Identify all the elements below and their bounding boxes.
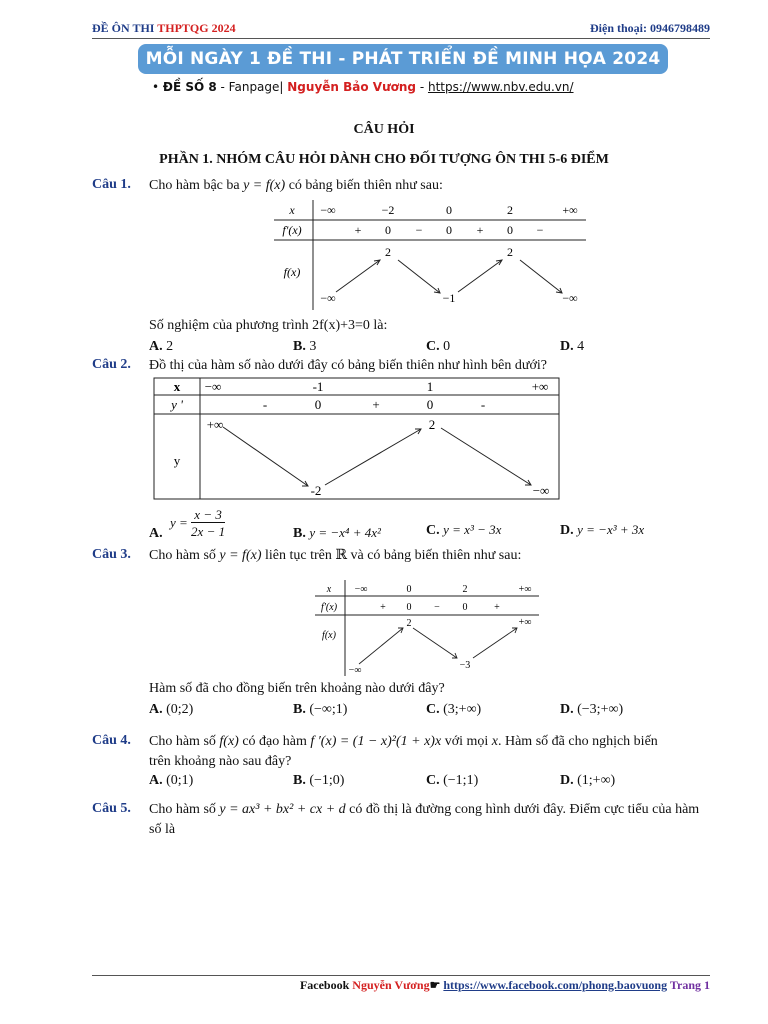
t2-y-min: -2: [310, 483, 322, 498]
website-link[interactable]: https://www.nbv.edu.vn/: [427, 80, 574, 94]
t1-f-left: −∞: [320, 291, 336, 305]
variation-table-2: [153, 377, 561, 501]
t3-f-right: +∞: [518, 617, 532, 628]
t2-x-1: -1: [312, 379, 324, 394]
t1-sign-1: 0: [385, 223, 391, 237]
variation-table-1: [270, 198, 590, 312]
t2-x-3: +∞: [531, 379, 549, 394]
q1-option-d[interactable]: D. 4: [560, 339, 585, 354]
question-5-number: Câu 5.: [92, 801, 131, 816]
t1-sign-0: +: [354, 223, 362, 237]
q2-option-a-formula: y = $\frac{x - 3}{2x - 1}$: [170, 507, 226, 539]
footer-author: Nguyễn Vương: [352, 978, 430, 992]
question-4-line-2: trên khoảng nào sau đây?: [149, 754, 292, 769]
exam-number: ĐỀ SỐ 8: [162, 80, 217, 94]
t3-sign-1: 0: [406, 602, 412, 613]
t3-f-label: f(x): [322, 630, 336, 641]
t3-x-2: 2: [462, 584, 468, 595]
question-3-prompt: Hàm số đã cho đồng biến trên khoảng nào dưới đây?: [149, 681, 445, 696]
q2-option-c[interactable]: C. y = x³ − 3x: [426, 522, 502, 538]
question-4-number: Câu 4.: [92, 733, 131, 748]
t3-sign-0: +: [380, 602, 386, 613]
question-5-line-1: Cho hàm số y = ax³ + bx² + cx + d có đồ thị là đường cong hình dưới đây. Điểm cực tiểu của hàm: [149, 802, 700, 817]
header-year: THPTQG 2024: [157, 21, 236, 35]
header-title: ĐỀ ÔN THI THPTQG 2024: [92, 21, 236, 35]
t1-x-label: x: [289, 203, 295, 217]
q1-option-c[interactable]: C. 0: [426, 339, 451, 354]
q4-option-a[interactable]: A. (0;1): [149, 773, 194, 788]
t2-x-2: 1: [426, 379, 434, 394]
question-4-line-1: Cho hàm số f(x) có đạo hàm f ′(x) = (1 − x)²(1 + x)x với mọi x. Hàm số đã cho nghịch biến: [149, 734, 658, 749]
t1-x-1: −2: [381, 203, 395, 217]
t1-f-min: −1: [442, 291, 456, 305]
question-2-text: Đồ thị của hàm số nào dưới đây có bảng biến thiên như hình bên dưới?: [149, 358, 547, 373]
t2-y-right: −∞: [532, 483, 550, 498]
q3-option-b[interactable]: B. (−∞;1): [293, 702, 348, 717]
question-3-text: Cho hàm số y = f(x) liên tục trên ℝ và có bảng biến thiên như sau:: [149, 548, 522, 563]
t1-sign-6: −: [536, 223, 544, 237]
t1-fp-label: f′(x): [282, 223, 302, 237]
t1-f-max-1: 2: [385, 245, 391, 259]
question-3-number: Câu 3.: [92, 547, 131, 562]
t3-f-left: −∞: [348, 665, 362, 676]
t1-x-2: 0: [446, 203, 452, 217]
t1-f-label: f(x): [283, 265, 301, 279]
q4-option-d[interactable]: D. (1;+∞): [560, 773, 616, 788]
question-1-prompt: Số nghiệm của phương trình 2f(x)+3=0 là:: [149, 318, 388, 333]
page-number: Trang 1: [667, 978, 710, 992]
q3-option-a[interactable]: A. (0;2): [149, 702, 194, 717]
t2-sign-2: +: [372, 397, 380, 412]
q2-option-b[interactable]: B. y = −x⁴ + 4x²: [293, 525, 381, 541]
t2-sign-1: 0: [314, 397, 322, 412]
t2-y-max: 2: [428, 417, 436, 432]
t1-f-max-2: 2: [507, 245, 513, 259]
t1-sign-4: +: [476, 223, 484, 237]
t3-sign-3: 0: [462, 602, 468, 613]
footer-divider: [92, 975, 710, 976]
t2-x-label: x: [173, 379, 181, 394]
t3-sign-2: −: [434, 602, 440, 613]
pointing-hand-icon: ☛: [429, 978, 444, 992]
t3-x-0: −∞: [354, 584, 368, 595]
t3-x-1: 0: [406, 584, 412, 595]
t3-fp-label: f′(x): [320, 602, 338, 613]
q4-option-c[interactable]: C. (−1;1): [426, 773, 479, 788]
variation-table-3: [313, 578, 541, 678]
q4-option-b[interactable]: B. (−1;0): [293, 773, 345, 788]
t2-y-label: y: [173, 453, 181, 468]
t1-sign-5: 0: [507, 223, 513, 237]
header-phone: Điện thoại: 0946798489: [590, 21, 710, 35]
q3-option-d[interactable]: D. (−3;+∞): [560, 702, 624, 717]
t2-sign-0: -: [262, 397, 268, 412]
t2-x-0: −∞: [204, 379, 222, 394]
header-divider: [92, 38, 710, 39]
q2-option-a[interactable]: A.: [149, 526, 163, 541]
q1-option-a[interactable]: A. 2: [149, 339, 174, 354]
question-5-line-2: số là: [149, 822, 176, 837]
t3-sign-4: +: [494, 602, 500, 613]
section-title: CÂU HỎI: [353, 122, 415, 137]
q2-option-d[interactable]: D. y = −x³ + 3x: [560, 522, 645, 538]
exam-subline: • ĐỀ SỐ 8 - Fanpage| Nguyễn Bảo Vương - https://www.nbv.edu.vn/: [152, 80, 574, 94]
question-2-number: Câu 2.: [92, 357, 131, 372]
t1-f-right: −∞: [562, 291, 578, 305]
facebook-link[interactable]: https://www.facebook.com/phong.baovuong: [443, 978, 668, 992]
t2-yp-label: y ': [171, 397, 183, 412]
question-1-text: Cho hàm bậc ba y = f(x) có bảng biến thiên như sau:: [149, 178, 443, 193]
t1-sign-2: −: [415, 223, 423, 237]
author-name: Nguyễn Bảo Vương: [287, 80, 416, 94]
t3-f-min: −3: [459, 660, 471, 671]
t1-x-4: +∞: [562, 203, 578, 217]
exam-banner: MỖI NGÀY 1 ĐỀ THI - PHÁT TRIỂN ĐỀ MINH HỌA 2024: [138, 44, 668, 74]
q3-option-c[interactable]: C. (3;+∞): [426, 702, 482, 717]
part-title: PHẦN 1. NHÓM CÂU HỎI DÀNH CHO ĐỐI TƯỢNG ÔN THI 5-6 ĐIỂM: [159, 152, 609, 167]
t1-x-3: 2: [507, 203, 513, 217]
t2-y-left: +∞: [206, 417, 224, 432]
t3-x-3: +∞: [518, 584, 532, 595]
t3-x-label: x: [326, 584, 332, 595]
t3-f-max: 2: [406, 618, 412, 629]
t1-sign-3: 0: [446, 223, 452, 237]
t1-x-0: −∞: [320, 203, 336, 217]
t2-sign-3: 0: [426, 397, 434, 412]
footer: Facebook Nguyễn Vương☛ https://www.facebook.com/phong.baovuong Trang 1: [299, 978, 710, 992]
t2-sign-4: -: [480, 397, 486, 412]
question-1-number: Câu 1.: [92, 177, 131, 192]
q1-option-b[interactable]: B. 3: [293, 339, 317, 354]
